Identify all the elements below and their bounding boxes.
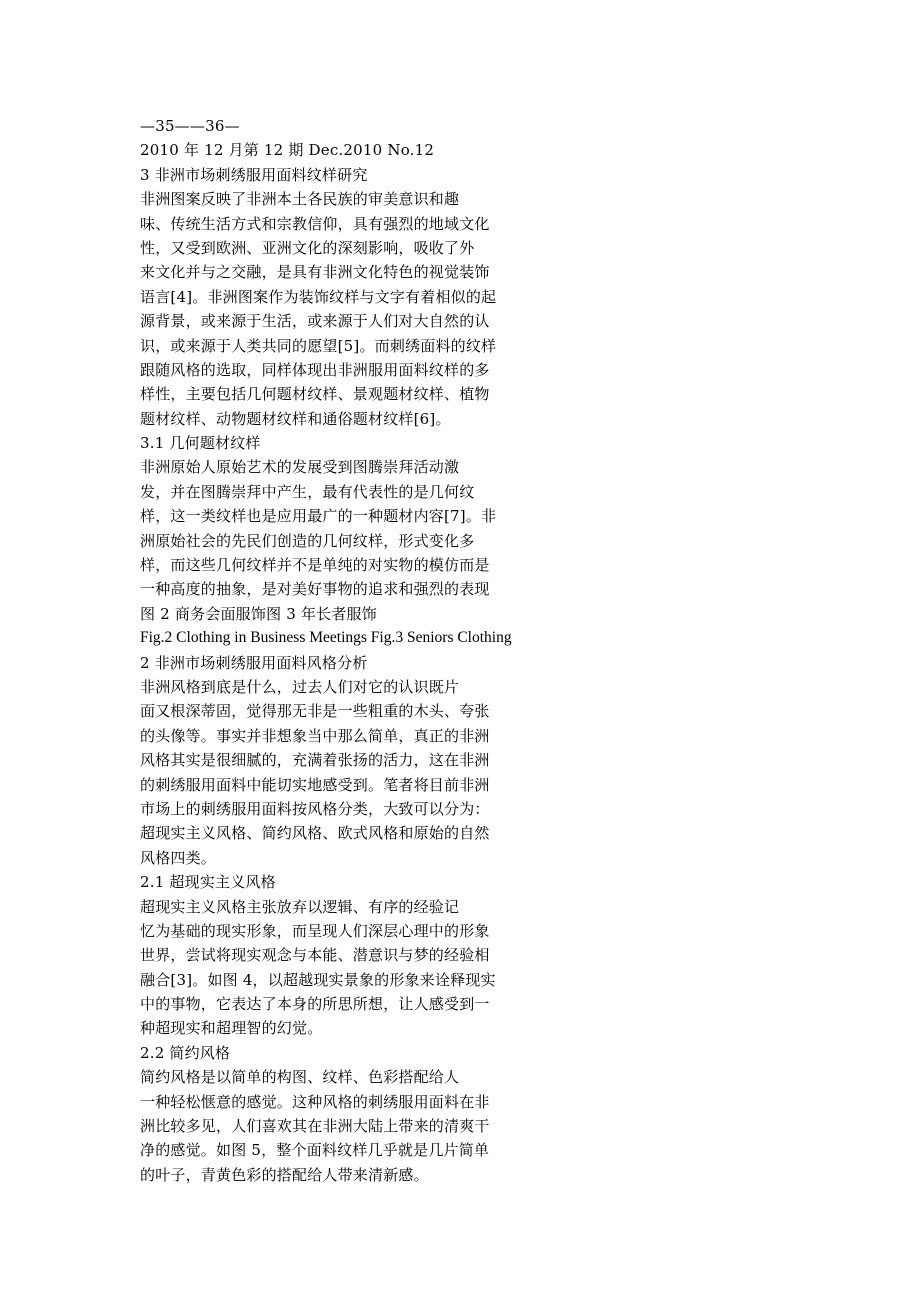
paragraph-line: 净的感觉。如图 5，整个面料纹样几乎就是几片简单 <box>140 1141 490 1160</box>
paragraph-line: 样，而这些几何纹样并不是单纯的对实物的模仿而是 <box>140 556 490 575</box>
subsection-heading: 2.2 简约风格 <box>140 1043 231 1062</box>
paragraph-line: 样性，主要包括几何题材纹样、景观题材纹样、植物 <box>140 385 490 404</box>
paragraph-line: 超现实主义风格、简约风格、欧式风格和原始的自然 <box>140 824 490 843</box>
paragraph-line: 跟随风格的选取，同样体现出非洲服用面料纹样的多 <box>140 360 490 379</box>
figure-caption-en: Fig.2 Clothing in Business Meetings Fig.3 Seniors Clothing <box>140 629 512 647</box>
paragraph-line: 市场上的刺绣服用面料按风格分类，大致可以分为： <box>140 799 490 818</box>
paragraph-line: 识，或来源于人类共同的愿望[5]。而刺绣面料的纹样 <box>140 336 497 355</box>
paragraph-line: 面又根深蒂固，觉得那无非是一些粗重的木头、夸张 <box>140 702 490 721</box>
paragraph-line: 味、传统生活方式和宗教信仰，具有强烈的地域文化 <box>140 214 490 233</box>
paragraph-line: 的刺绣服用面料中能切实地感受到。笔者将目前非洲 <box>140 775 490 794</box>
paragraph-line: 风格其实是很细腻的，充满着张扬的活力，这在非洲 <box>140 751 490 770</box>
section-heading: 3 非洲市场刺绣服用面料纹样研究 <box>140 165 368 184</box>
paragraph-line: 的叶子，青黄色彩的搭配给人带来清新感。 <box>140 1165 429 1184</box>
paragraph-line: 非洲图案反映了非洲本土各民族的审美意识和趣 <box>140 190 460 209</box>
issue-line: 2010 年 12 月第 12 期 Dec.2010 No.12 <box>140 141 435 160</box>
paragraph-line: 风格四类。 <box>140 848 217 867</box>
paragraph-line: 融合[3]。如图 4，以超越现实景象的形象来诠释现实 <box>140 970 496 989</box>
paragraph-line: 超现实主义风格主张放弃以逻辑、有序的经验记 <box>140 897 460 916</box>
paragraph-line: 样，这一类纹样也是应用最广的一种题材内容[7]。非 <box>140 507 497 526</box>
paragraph-line: 非洲风格到底是什么，过去人们对它的认识既片 <box>140 677 460 696</box>
paragraph-line: 语言[4]。非洲图案作为装饰纹样与文字有着相似的起 <box>140 287 497 306</box>
paragraph-line: 非洲原始人原始艺术的发展受到图腾崇拜活动激 <box>140 458 460 477</box>
paragraph-line: 性，又受到欧洲、亚洲文化的深刻影响，吸收了外 <box>140 238 475 257</box>
document-body <box>140 114 540 1187</box>
paragraph-line: 题材纹样、动物题材纹样和通俗题材纹样[6]。 <box>140 409 451 428</box>
paragraph-line: 中的事物，它表达了本身的所思所想，让人感受到一 <box>140 995 490 1014</box>
page-number-line: —35——36— <box>140 117 240 135</box>
subsection-heading: 3.1 几何题材纹样 <box>140 434 261 453</box>
paragraph-line: 种超现实和超理智的幻觉。 <box>140 1019 323 1038</box>
paragraph-line: 发，并在图腾崇拜中产生，最有代表性的是几何纹 <box>140 482 475 501</box>
section-heading: 2 非洲市场刺绣服用面料风格分析 <box>140 653 368 672</box>
paragraph-line: 忆为基础的现实形象，而呈现人们深层心理中的形象 <box>140 921 490 940</box>
paragraph-line: 来文化并与之交融，是具有非洲文化特色的视觉装饰 <box>140 263 490 282</box>
paragraph-line: 洲原始社会的先民们创造的几何纹样，形式变化多 <box>140 531 475 550</box>
subsection-heading: 2.1 超现实主义风格 <box>140 873 276 892</box>
paragraph-line: 世界，尝试将现实观念与本能、潜意识与梦的经验相 <box>140 946 490 965</box>
paragraph-line: 一种轻松惬意的感觉。这种风格的刺绣服用面料在非 <box>140 1092 490 1111</box>
paragraph-line: 洲比较多见，人们喜欢其在非洲大陆上带来的清爽干 <box>140 1117 490 1136</box>
paragraph-line: 源背景，或来源于生活，或来源于人们对大自然的认 <box>140 312 490 331</box>
paragraph-line: 的头像等。事实并非想象当中那么简单，真正的非洲 <box>140 726 490 745</box>
figure-caption-cn: 图 2 商务会面服饰图 3 年长者服饰 <box>140 604 377 623</box>
paragraph-line: 简约风格是以简单的构图、纹样、色彩搭配给人 <box>140 1068 460 1087</box>
paragraph-line: 一种高度的抽象，是对美好事物的追求和强烈的表现 <box>140 580 490 599</box>
